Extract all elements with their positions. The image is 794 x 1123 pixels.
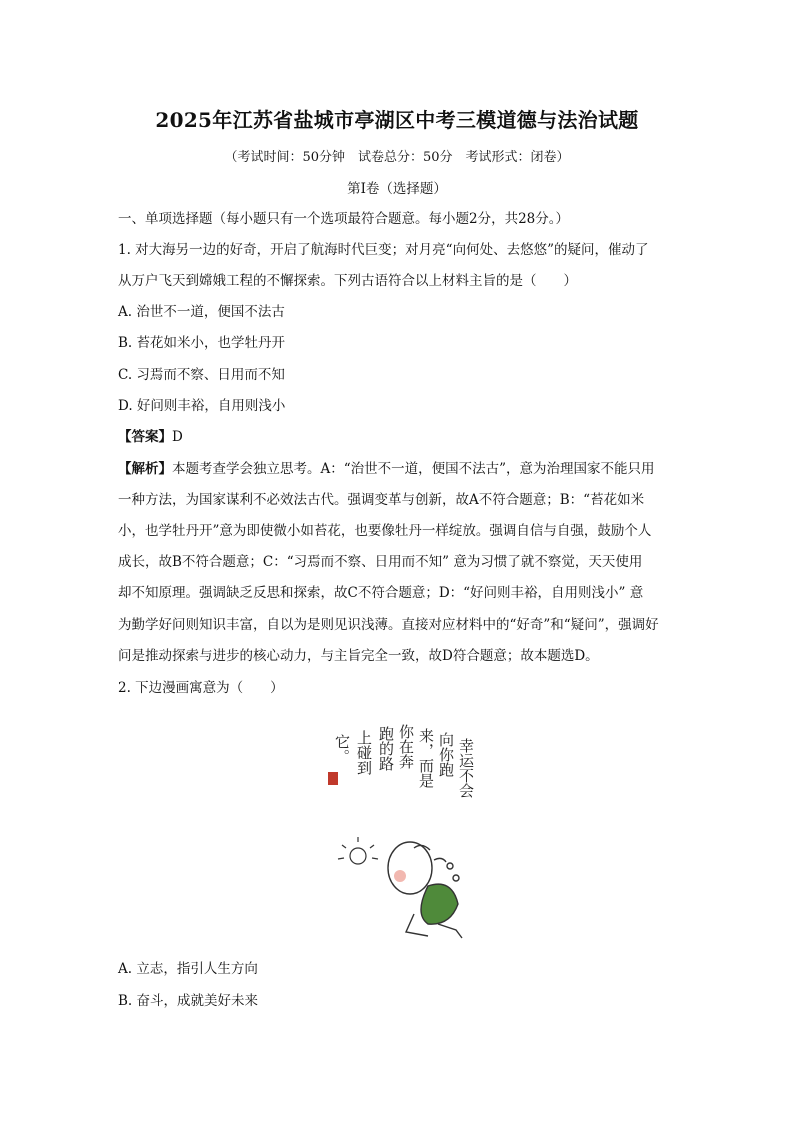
section-heading: 一、单项选择题（每小题只有一个选项最符合题意。每小题2分，共28分。）	[118, 211, 570, 227]
answer-label: 【答案】	[118, 429, 172, 445]
q1-option-d: D. 好问则丰裕，自用则浅小	[118, 398, 286, 414]
q1-option-c: C. 习焉而不察、日用而不知	[118, 367, 285, 383]
q2-option-b: B. 奋斗，成就美好未来	[118, 993, 259, 1009]
q1-stem-line-2: 从万户飞天到嫦娥工程的不懈探索。下列古语符合以上材料主旨的是（ ）	[118, 273, 577, 289]
running-boy	[388, 842, 462, 938]
q1-option-a: A. 治世不一道，便国不法古	[118, 304, 285, 320]
q1-analysis-line-2: 一种方法，为国家谋利不必效法古代。强调变革与创新，故A不符合题意；B：“苔花如米	[118, 492, 645, 508]
analysis-label: 【解析】	[118, 461, 172, 477]
q1-option-b: B. 苔花如米小，也学牡丹开	[118, 335, 286, 351]
comic-text-col-3: 来，而是	[417, 728, 435, 788]
q1-analysis-line-6: 为勤学好问则知识丰富，自以为是则见识浅薄。直接对应材料中的“好奇”和“疑问”，强调好	[118, 617, 659, 633]
q1-analysis-line-5: 却不知原理。强调缺乏反思和探索，故C不符合题意；D：“好问则丰裕，自用则浅小” 意	[118, 585, 644, 601]
page-title: 2025年江苏省盐城市亭湖区中考三模道德与法治试题	[155, 108, 639, 132]
comic-text-col-5: 跑的路	[377, 726, 395, 771]
volume-title: 第Ⅰ卷（选择题）	[347, 181, 447, 197]
comic-drawing	[310, 718, 486, 944]
seal-stamp	[328, 772, 338, 785]
q1-answer	[118, 425, 183, 445]
answer-value: D	[172, 429, 183, 445]
analysis-text: 本题考查学会独立思考。A：“治世不一道，便国不法古”，意为治理国家不能只用	[172, 461, 655, 477]
q1-analysis-line-3: 小，也学牡丹开”意为即使微小如苔花，也要像牡丹一样绽放。强调自信与自强，鼓励个人	[118, 523, 652, 539]
comic-illustration	[310, 718, 486, 944]
exam-info: （考试时间：50分钟 试卷总分：50分 考试形式：闭卷）	[224, 150, 570, 165]
sun-icon	[338, 837, 378, 864]
q1-stem-line-1: 1. 对大海另一边的好奇，开启了航海时代巨变；对月亮“向何处、去悠悠”的疑问，催动了	[118, 242, 649, 258]
comic-text-col-7: 它。	[333, 734, 351, 764]
q1-analysis-line-1	[118, 457, 655, 477]
comic-text-col-2: 向你跑	[437, 732, 455, 777]
comic-text-col-4: 你在奔	[397, 724, 415, 769]
q1-analysis-line-4: 成长，故B不符合题意；C：“习焉而不察、日用而不知” 意为习惯了就不察觉，天天使用	[118, 554, 643, 570]
q2-stem: 2. 下边漫画寓意为（ ）	[118, 680, 284, 696]
q2-option-a: A. 立志，指引人生方向	[118, 961, 258, 977]
comic-text-col-6: 上碰到	[355, 730, 373, 775]
comic-text-col-1: 幸运不会	[457, 738, 475, 798]
q1-analysis-line-7: 问是推动探索与进步的核心动力，与主旨完全一致，故D符合题意；故本题选D。	[118, 648, 599, 664]
